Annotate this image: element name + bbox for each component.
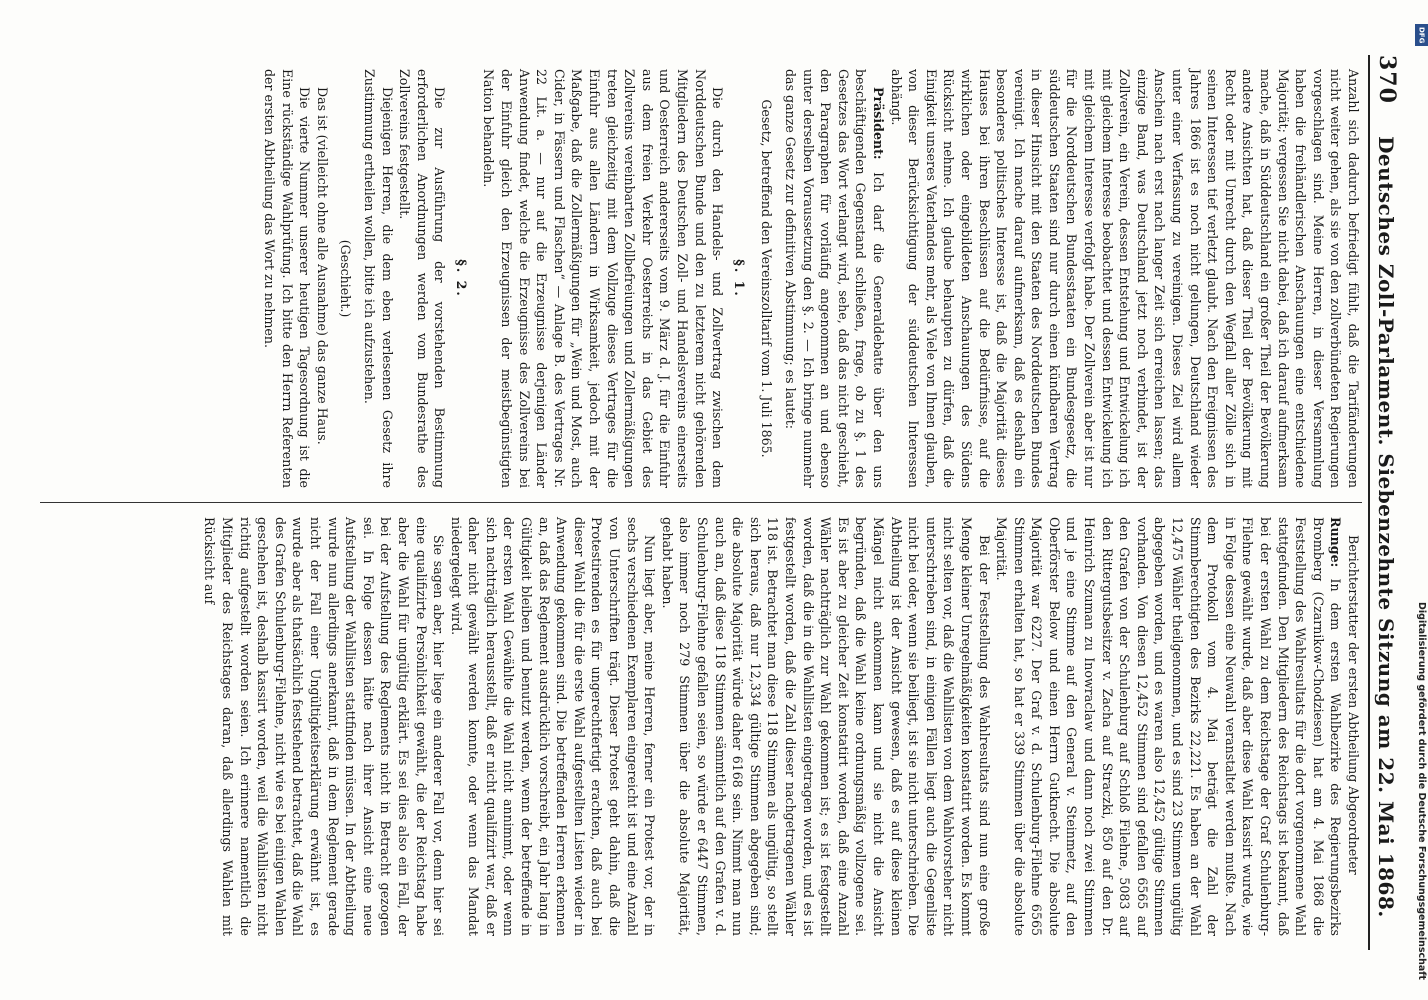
paragraph: Bei der Feststellung des Wahlresultats sind nun eine große Menge kleiner Unregelmäßigkeiten konstatirt worden. Es kommt nicht selten vor, daß die Wahllisten von dem Wahlvorsteher nicht unterschrieben sind, in einigen Fällen liegt auch die Gegenliste nicht bei oder, wenn sie beiliegt, ist sie nicht unterschrieben. Die Abtheilung ist der Ansicht gewesen, daß es auf diese kleinen Mängel nicht ankommen kann und sie nicht die Ansicht begründen, daß die Wahl keine ordnungsmäßig vollzogene sei. Es ist aber zu gleicher Zeit konstatirt worden, daß eine Anzahl Wähler nachträglich zur Wahl gekommen ist; es ist festgestellt worden, daß die in die Wahllisten eingetragen worden, und es ist festgestellt worden, daß die Zahl dieser nachgetragenen Wähler 118 ist. Betrachtet man diese 118 Stimmen als ungültig, so stellt sich heraus, daß nur 12,334 gültige Stimmen abgegeben sind; die absolute Majorität würde daher 6168 sein. Nimmt man nun auch an, daß diese 118 Stimmen sämmtlich auf den Grafen v. d. Schulenburg-Filehne gefallen seien, so würde er 6447 Stimmen, also immer noch 279 Stimmen über die absolute Majorität, gehabt haben. bbox=[659, 517, 992, 936]
paragraph: Das ist (vielleicht ohne alle Ausnahme) das ganze Haus. bbox=[314, 87, 330, 445]
paragraph bbox=[993, 517, 1345, 936]
paragraph: Anzahl sich dadurch befriedigt fühlt, daß die Tarifänderungen nicht weiter gehen, als sie von den zollverbündeten Regierungen vorgeschlagen sind. Meine Herren, in dieser Versammlung haben die freihändlerischen Anschauungen eine entschiedene Majorität; vergessen Sie nicht dabei, daß ich darauf aufmerksam mache, daß in Süddeutschland ein großer Theil der Bevölkerung andere Ansichten hat, daß dieser Theil der Bevölkerung mit Recht oder mit Unrecht durch den Wegfall aller Zölle sich in seinen Interessen tief verletzt glaubt. Nach den Ereignissen des Jahres 1866 ist es noch nicht gelungen, Deutschland wieder unter einer Verfassung zu vereinigen. Dieses Ziel wird allem Anschein nach erst nach langer Zeit sich erreichen lassen; das einzige Band, was Deutschland jetzt noch verbindet, ist der Zollverein, ein Verein, dessen Entstehung und Entwickelung ich mit gleichem Interesse beobachtet und dessen Entwickelung ich mit gleichem Interesse verfolgt habe. Der Zollverein aber ist nur für die Norddeutschen Bundesstaaten ein Bundesgesetz, die süddeutschen Staaten sind nur durch einen kündbaren Vertrag in dieser Hinsicht mit den Staaten des Norddeutschen Bundes vereinigt. Ich mache darauf aufmerksam, daß es deshalb ein besonderes politisches Interesse ist, daß die Majorität dieses Hauses bei ihren Beschlüssen auf die Bedürfnisse, auf die wirklichen oder eingebildeten Anschauungen des Südens Rücksicht nehme. Ich glaube behaupten zu dürfen, daß die Einigkeit unseres Vaterlandes mehr, als Viele von Ihnen glauben, von dieser Berücksichtigung der süddeutschen Interessen abhängt. bbox=[888, 69, 1361, 488]
speech-text: Ich darf die Generaldebatte über den uns beschäftigenden Gegenstand schließen, frage, ob zu §. 1 des Gesetzes das Wort verlangt wird, sehe, daß das nicht geschieht, den Paragraphen für vorläufig angenommen an und ebenso unter derselben Voraussetzung den §. 2. — Ich bringe nunmehr das ganze Gesetz zur definitiven Abstimmung; es lautet: bbox=[783, 69, 886, 488]
running-title: Deutsches Zoll-Parlament. Siebenzehnte Sitzung am 22. Mai 1868. bbox=[1374, 136, 1398, 918]
paragraph: Nun liegt aber, meine Herren, ferner ein Protest vor, der in sechs verschiedenen Exemplaren eingereicht ist und eine Anzahl von Unterschriften trägt. Dieser Protest geht dahin, daß die Protestirenden es für ungerechtfertigt erachten, daß auch bei dieser Wahl die für die erste Wahl aufgestellten Listen wieder in Anwendung gekommen sind. Die betreffenden Herren erkennen an, daß das Reglement ausdrücklich vorschreibt, ein Jahr lang in Gültigkeit bleiben und benutzt werden, wenn der betreffende in der ersten Wahl Gewählte die Wahl nicht annimmt, oder wenn sich nachträglich herausstellt, daß er nicht qualifizirt war, daß er daher nicht gewählt werden konnte, oder wenn das Mandat niedergelegt wird. bbox=[448, 517, 658, 936]
paragraph bbox=[781, 69, 887, 488]
stage-direction: (Geschieht.) bbox=[338, 239, 354, 318]
speaker-name: Runge: bbox=[1328, 517, 1344, 568]
text-columns bbox=[40, 55, 1362, 950]
section-heading: §. 2. bbox=[453, 259, 469, 298]
paragraph: Berichterstatter der ersten Abtheilung Abgeordneter bbox=[1346, 535, 1361, 875]
dfg-logo: DFG bbox=[1415, 24, 1428, 46]
paragraph: Die zur Ausführung der vorstehenden Bestimmung erforderlichen Anordnungen werden vom Bundesrathe des Zollvereins festgestellt. bbox=[397, 69, 448, 488]
speech-text: In dem ersten Wahlbezirke des Regierungsbezirks Bromberg (Czarnikow-Chodziesen) hat am 4. Mai 1868 die Feststellung des Wahlresultats für die dort vorgenommene Wahl stattgefunden. Den Mitgliedern des Reichstags ist bekannt, daß bei der ersten Wahl zu dem Reichstage der Graf Schulenburg-Filehne gewählt wurde, daß aber diese Wahl kassirt wurde, wie in Folge dessen eine Neuwahl veranstaltet werden mußte. Nach dem Protokoll vom 4. Mai beträgt die Zahl der Stimmberechtigten des Bezirks 22,221. Es haben an der Wahl 12,475 Wähler theilgenommen, und es sind 23 Stimmen ungültig abgegeben worden, und es waren also 12,452 gültige Stimmen vorhanden. Von diesen 12,452 Stimmen sind gefallen 6565 auf den Grafen von der Schulenburg auf Schloß Filehne, 5083 auf den Rittergutsbesitzer v. Zacha auf Straczki, 850 auf den Dr. Heinrich Szuman zu Inowraclaw und dann noch zwei Stimmen und je eine Stimme auf den General v. Steinmetz, auf den Oberförster Below und einen Herrn Gutknecht. Die absolute Majorität war 6227. Der Graf v. d. Schulenburg-Filehne 6565 Stimmen erhalten hat, so hat er 339 Stimmen über die absolute Majorität. bbox=[994, 517, 1344, 936]
page-number: 370 bbox=[1374, 55, 1400, 104]
digitization-credit: Digitalisierung gefördert durch die Deutsche Forschungsgemeinschaft bbox=[1416, 602, 1427, 980]
paragraph: Die durch den Handels- und Zollvertrag zwischen dem Norddeutschen Bunde und den zu letzterem nicht gehörenden Mitgliedern des Deutschen Zoll- und Handelsvereins einerseits und Oesterreich andererseits vom 9. März d. J. für die Einfuhr aus dem freien Verkehr Oesterreichs in das Gebiet des Zollvereins vereinbarten Zollbefreiungen und Zollermäßigungen treten gleichzeitig mit dem Vollzuge dieses Vertrages für die Einfuhr aus allen Ländern in Wirksamkeit, jedoch mit der Maßgabe, daß die Zollermäßigungen für „Wein und Most, auch Cider, in Fässern und Flaschen“ — Anlage B. des Vertrages Nr. 22 Lit. a. — nur auf die Erzeugnisse derjenigen Länder Anwendung findet, welche die Erzeugnisse des Zollvereins bei der Einfuhr gleich den Erzeugnissen der meistbegünstigten Nation behandeln. bbox=[481, 69, 726, 488]
paragraph: Die vierte Nummer unserer heutigen Tagesordnung ist die Eine rückständige Wahlprüfung. Ich bitte den Herrn Referenten der ersten Abtheilung das Wort zu nehmen. bbox=[261, 69, 313, 488]
column-right bbox=[40, 502, 1362, 950]
column-left bbox=[40, 55, 1362, 502]
page-header bbox=[1368, 55, 1408, 950]
paragraph: Diejenigen Herren, die dem eben verlesenen Gesetz ihre Zustimmung ertheilen wollen, bitte ich aufzustehen. bbox=[361, 69, 395, 488]
section-heading: §. 1. bbox=[731, 259, 747, 298]
speaker-name: Präsident: bbox=[870, 87, 886, 160]
digitization-sidebar bbox=[1415, 0, 1428, 1000]
paragraph: Sie sagen aber, hier liege ein anderer Fall vor, denn hier sei eine qualifizirte Persönlichkeit gewählt, die der Reichstag habe aber die Wahl für ungültig erklärt. Es sei dies also ein Fall, der bei der Aufstellung des Reglements nicht in Betracht gezogen sei. In Folge dessen hätte nach ihrer Ansicht eine neue Aufstellung der Wahllisten stattfinden müssen. In der Abtheilung wurde nun allerdings anerkannt, daß in dem Reglement gerade nicht der Fall einer Ungültigkeitserklärung erwähnt ist, es wurde aber als thatsächlich feststehend betrachtet, daß die Wahl des Grafen Schulenburg-Filehne, nicht wie es bei einigen Wahlen geschehen ist, deshalb kassirt worden, weil die Wahllisten nicht richtig aufgestellt worden seien. Ich erinnere namentlich die Mitglieder des Reichstages daran, daß allerdings Wahlen mit Rücksicht auf bbox=[202, 517, 447, 936]
law-title: Gesetz, betreffend den Vereinszolltarif vom 1. Juli 1865. bbox=[759, 99, 775, 458]
